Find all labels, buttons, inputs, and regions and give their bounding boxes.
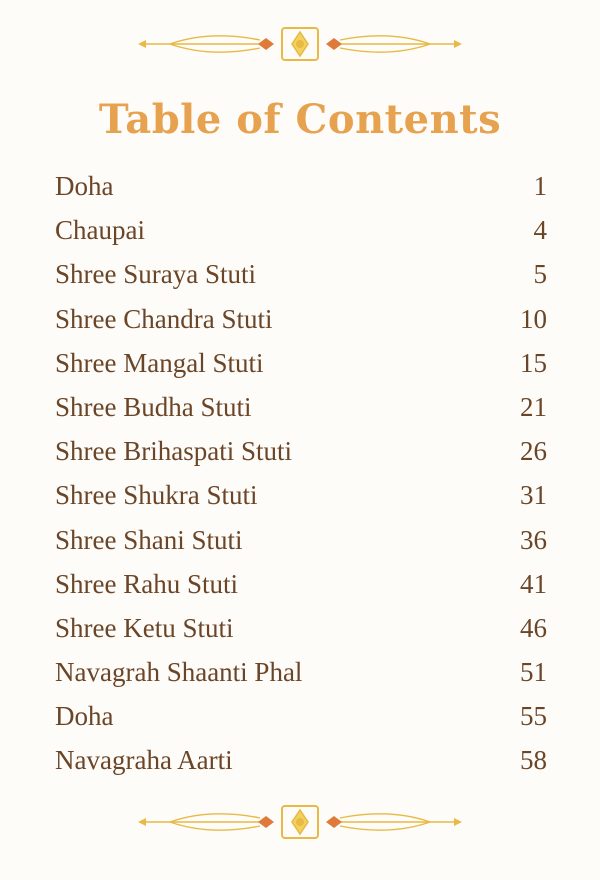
- toc-entry-label: Shree Budha Stuti: [55, 391, 252, 422]
- toc-entry-label: Shree Brihaspati Stuti: [55, 436, 292, 467]
- toc-entry-page-number: 55: [520, 701, 547, 732]
- toc-entry-label: Shree Shani Stuti: [55, 524, 243, 555]
- toc-entry-page-number: 51: [520, 657, 547, 688]
- toc-entry-label: Shree Mangal Stuti: [55, 347, 264, 378]
- toc-entry: [55, 745, 547, 789]
- toc-entry: [55, 215, 547, 259]
- toc-entry: [55, 259, 547, 303]
- toc-entry: [55, 480, 547, 524]
- toc-entry: [55, 348, 547, 392]
- toc-entry: [55, 569, 547, 613]
- toc-entry-page-number: 4: [533, 215, 547, 246]
- toc-entry-label: Navagraha Aarti: [55, 745, 233, 776]
- toc-entry-label: Doha: [55, 171, 114, 201]
- toc-entry-label: Shree Rahu Stuti: [55, 568, 238, 599]
- toc-entry-label: Doha: [55, 701, 114, 732]
- toc-entry-page-number: 26: [520, 436, 547, 467]
- toc-entry: [55, 525, 547, 569]
- toc-entry: [55, 701, 547, 745]
- toc-entry-page-number: 31: [520, 480, 547, 511]
- filigree-ornament-icon: [138, 28, 462, 60]
- filigree-ornament-icon: [138, 806, 462, 838]
- toc-entry-page-number: 1: [533, 171, 547, 201]
- toc-entry-label: Chaupai: [55, 215, 145, 246]
- toc-entry-label: Shree Chandra Stuti: [55, 303, 273, 334]
- toc-entry-page-number: 46: [520, 612, 547, 643]
- toc-entry: [55, 613, 547, 657]
- toc-entry: [55, 392, 547, 436]
- toc-entry: [55, 657, 547, 701]
- toc-entry-page-number: 21: [520, 391, 547, 422]
- toc-entry-page-number: 41: [520, 568, 547, 599]
- toc-entry-label: Shree Suraya Stuti: [55, 259, 256, 290]
- toc-entry-page-number: 5: [533, 259, 547, 290]
- toc-entry: [55, 304, 547, 348]
- top-ornament-icon: [130, 22, 470, 66]
- toc-list: [55, 171, 547, 790]
- bottom-ornament-icon: [130, 800, 470, 844]
- toc-entry: [55, 436, 547, 480]
- toc-entry-page-number: 10: [520, 303, 547, 334]
- toc-entry-page-number: 58: [520, 745, 547, 776]
- toc-entry-page-number: 36: [520, 524, 547, 555]
- toc-entry: [55, 171, 547, 215]
- toc-entry-label: Shree Shukra Stuti: [55, 480, 258, 511]
- toc-entry-label: Shree Ketu Stuti: [55, 612, 234, 643]
- toc-entry-page-number: 15: [520, 347, 547, 378]
- toc-entry-label: Navagrah Shaanti Phal: [55, 657, 303, 688]
- page-title: Table of Contents: [98, 96, 502, 143]
